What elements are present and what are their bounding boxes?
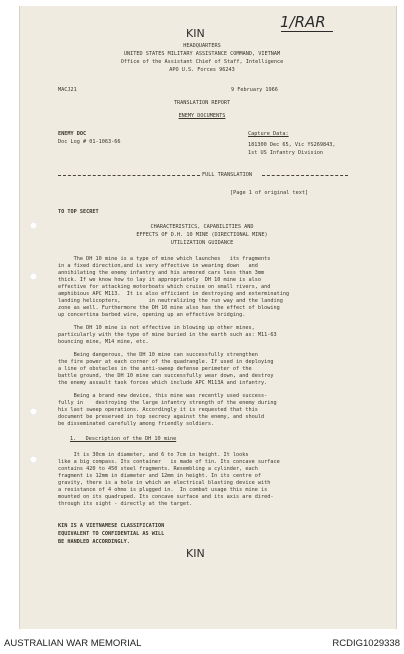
body-line: particularly with the type of mine buried in the earth such as: M11-63 [58,332,277,338]
body-line: in a fixed direction,and is very effective in wearing down and [58,263,258,269]
classification: TO TOP SECRET [58,209,99,215]
body-line: the fire power at each corner of the quadrangle. If used in deploying [58,359,274,365]
body-line: a resistance of 4 ohms is plugged in. In combat usage this mine is [58,487,268,493]
kin-stamp-bottom: KIN [186,547,205,560]
body-line: be disseminated carefully among friendly soldiers. [58,421,215,427]
archive-id: RCDIG1029338 [332,638,400,649]
body-line: The DH 10 mine is a type of mine which launches its fragments [58,256,271,262]
body-line: up concertina barbed wire, opening up an effective bridging. [58,312,246,318]
body-line: thick. If we know how to lay it appropriately DH 10 mine is also [58,277,262,283]
report-type: TRANSLATION REPORT [173,100,231,106]
handwritten-reference: 1/RAR [280,13,326,31]
body-line: contains 420 to 450 steel fragments. Resembling a cylinder, each [58,466,258,472]
body-line: bouncing mine, M14 mine, etc. [58,339,149,345]
body-line: through its sight - directly at the target. [58,501,193,507]
handwritten-underline [281,31,333,32]
divider-left [58,175,200,176]
header-line-1: HEADQUARTERS [183,43,221,49]
section-1-heading: 1. Description of the DH 10 mine [70,436,177,442]
divider-right [262,175,348,176]
punch-hole [30,456,37,463]
body-line: a line of obstacles in the anti-sweep defense perimeter of the [58,366,252,372]
body-line: gravity, there is a hole in which an electrical blasting device with [58,480,271,486]
body-line: the enemy assault task forces which include APC M113A and infantry. [58,380,268,386]
doc-log: Doc Log # 01-1063-66 [58,139,121,145]
body-line: fully in destroying the large infantry strength of the enemy during [58,400,277,406]
body-line: like a big compass. Its container is made of tin. Its concave surface [58,459,280,465]
body-line: It is 30cm in diameter, and 6 to 7cm in height. It looks [58,452,249,458]
enemy-doc-label: ENEMY DOC [58,131,87,137]
punch-hole [30,273,37,280]
body-line: his last sweep operations. Accordingly it is requested that this [58,407,258,413]
title-line-1: CHARACTERISTICS, CAPABILITIES AND [150,224,254,230]
body-line: annihilating the enemy infantry and his armored cars less than 3mm [58,270,265,276]
body-line: Being dangerous, the DH 10 mine can successfully strengthen [58,352,258,358]
downgrade-note-line-3: BE HANDLED ACCORDINGLY. [58,539,130,545]
body-line: document be preserved in top secrecy against the enemy, and should [58,414,265,420]
body-line: amphibious APC M113. It is also efficient in destroying and exterminating [58,291,290,297]
header-line-2: UNITED STATES MILITARY ASSISTANCE COMMAND, VIETNAM [123,51,281,57]
body-line: fragment is 12mm in diameter and 12mm in height. In its centre of [58,473,262,479]
archive-name: AUSTRALIAN WAR MEMORIAL [4,638,142,649]
capture-line-1: 181300 Dec 65, Vic YS269843, [248,142,336,148]
header-line-4: APO U.S. Forces 96243 [169,67,235,73]
page-note: [Page 1 of original text] [230,190,309,196]
downgrade-note-line-2: EQUIVALENT TO CONFIDENTIAL AS WILL [58,531,165,537]
title-line-2: EFFECTS OF D.H. 10 MINE (DIRECTIONAL MINE) [136,232,268,238]
body-line: zone as well. Furthermore the DH 10 mine also has the effect of blowing [58,305,280,311]
body-line: landing helicopters, in neutralizing the run way and the landing [58,298,283,304]
body-line: Being a brand new device, this mine was recently used success- [58,393,268,399]
document-date: 9 February 1966 [231,87,278,93]
body-line: effective for attacking motorboats which cruise on small rivers, and [58,284,271,290]
body-line: The DH 10 mine is not effective in blowing up other mines, [58,325,255,331]
archive-footer [0,631,404,654]
capture-line-2: 1st US Infantry Division [248,150,323,156]
header-line-3: Office of the Assistant Chief of Staff, Intelligence [120,59,284,65]
body-line: mounted on its quadruped. Its concave surface and its axis are dired- [58,494,274,500]
downgrade-note-line-1: KIN IS A VIETNAMESE CLASSIFICATION [58,523,165,529]
full-translation-label: FULL TRANSLATION [202,172,252,178]
body-line: battle ground, the DH 10 mine can successfully wear down, and destroy [58,373,274,379]
capture-label: Capture Data: [248,131,289,137]
title-line-3: UTILIZATION GUIDANCE [170,240,234,246]
kin-stamp-top: KIN [186,27,205,40]
punch-hole [30,408,37,415]
document-ref: MACJ21 [58,87,77,93]
section-title: ENEMY DOCUMENTS [178,113,226,119]
